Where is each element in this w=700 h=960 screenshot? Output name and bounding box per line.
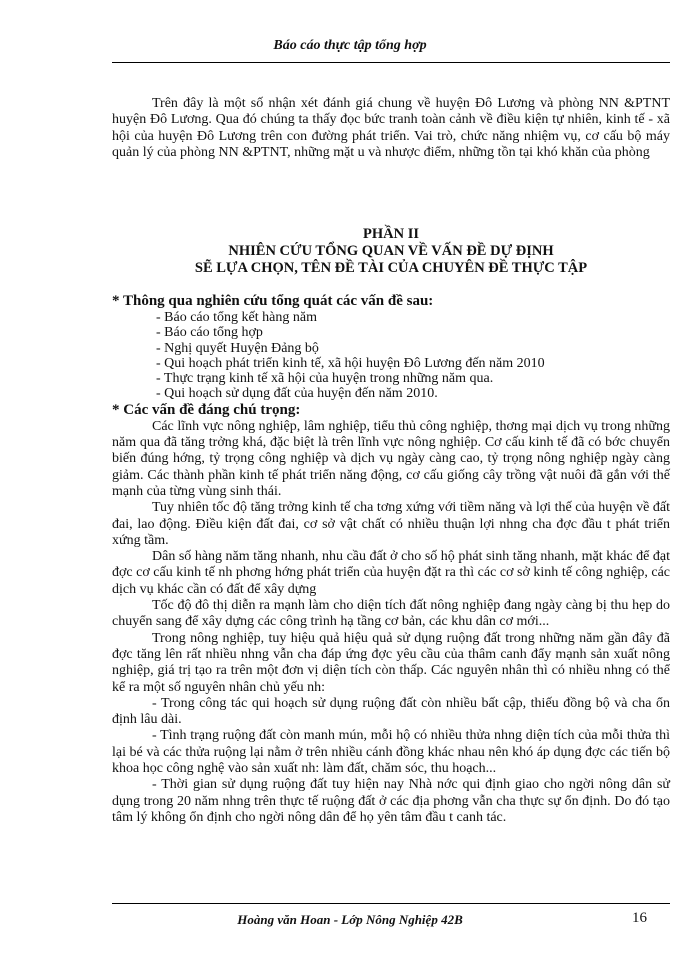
list-item: - Báo cáo tổng kết hàng năm (156, 310, 317, 325)
page-number: 16 (632, 910, 647, 926)
studies-list (112, 310, 670, 402)
issues-paragraph: Trong nông nghiệp, tuy hiệu quả hiệu quả sử dụng ruộng đất trong những năm gần đây đã đợc tăng lên rất nhiều nhng vẫn cha đáp ứng đợc yêu cầu của thâm canh đẩy mạnh sản xuất nông nghiệp, giá trị tạo ra trên một đơn vị diện tích còn thấp. Các nguyên nhân thì có nhiều nhng có thể kể ra một số nguyên nhân chủ yếu nh: (112, 630, 670, 695)
issues-paragraph: - Thời gian sử dụng ruộng đất tuy hiện nay Nhà nớc qui định giao cho ngời nông dân sử dụng trong 20 năm nhng trên thực tế ruộng đất ở các địa phơng vẫn cha thực sự ổn định. Do đó tạo tâm lý không ổn định cho ngời nông dân để họ yên tâm đầu t canh tác. (112, 777, 670, 825)
issues-paragraph: Dân số hàng năm tăng nhanh, nhu cầu đất ở cho số hộ phát sinh tăng nhanh, mặt khác để đạt đợc cơ cấu kinh tế nh phơng hớng phát triển của huyện đặt ra thì các cơ sở kinh tế công nghiệp, các dịch vụ khác cần có đất để xây dựng (112, 549, 670, 597)
footer-author: Hoàng văn Hoan - Lớp Nông Nghiệp 42B (237, 912, 463, 927)
issues-paragraph: Các lĩnh vực nông nghiệp, lâm nghiệp, tiểu thủ công nghiệp, thơng mại dịch vụ trong những năm qua đã tăng trởng khá, đặc biệt là trên lĩnh vực nông nghiệp. Cơ cấu kinh tế đã có bớc chuyển biến đúng hớng, tỷ trọng công nghiệp và dịch vụ ngày càng cao, tỷ trọng nông nghiệp ngày càng giảm. Các thành phần kinh tế phát triển năng động, cơ cấu giống cây trồng vật nuôi đã gắn với thế mạnh của từng vùng sinh thái. (112, 418, 670, 499)
main-content (112, 293, 670, 826)
intro-section (112, 96, 670, 161)
list-item: - Qui hoạch sử dụng đất của huyện đến năm 2010. (156, 386, 438, 402)
issues-paragraph: Tốc độ đô thị diễn ra mạnh làm cho diện tích đất nông nghiệp đang ngày càng bị thu hẹp do chuyển sang để xây dựng các công trình hạ tầng cơ bản, các khu dân cơ mới... (112, 598, 670, 630)
section-part-label: PHẦN II (363, 226, 419, 242)
footer-divider (112, 903, 670, 904)
list-item: - Qui hoạch phát triển kinh tế, xã hội huyện Đô Lương đến năm 2010 (156, 355, 545, 371)
section-title-line-1: NHIÊN CỨU TỔNG QUAN VỀ VẤN ĐỀ DỰ ĐỊNH (228, 243, 554, 259)
studies-heading: * Thông qua nghiên cứu tổng quát các vấn đề sau: (112, 293, 434, 309)
header-title: Báo cáo thực tập tổng hợp (273, 38, 427, 53)
list-item: - Báo cáo tổng hợp (156, 325, 263, 341)
section-heading (112, 226, 670, 277)
list-item: - Nghị quyết Huyện Đảng bộ (156, 340, 319, 356)
header-divider (112, 62, 670, 63)
list-item: - Thực trạng kinh tế xã hội của huyện trong những năm qua. (156, 371, 494, 387)
issues-heading: * Các vấn đề đáng chú trọng: (112, 401, 301, 418)
intro-paragraph: Trên đây là một số nhận xét đánh giá chung về huyện Đô Lương và phòng NN &PTNT huyện Đô Lương. Qua đó chúng ta thấy đọc bức tranh toàn cảnh về điều kiện tự nhiên, kinh tế - xã hội của huyện Đô Lương trên con đường phát triển. Vai trò, chức năng nhiệm vụ, cơ cấu bộ máy quản lý của phòng NN &PTNT, những mặt u và nhược điểm, những tồn tại khó khăn của phòng (112, 96, 670, 160)
section-title-line-2: SẼ LỰA CHỌN, TÊN ĐỀ TÀI CỦA CHUYÊN ĐỀ THỰC TẬP (194, 260, 588, 276)
issues-paragraph: - Trong công tác qui hoạch sử dụng ruộng đất còn nhiều bất cập, thiếu đồng bộ và cha ổn định lâu dài. (112, 695, 670, 728)
issues-paragraph: - Tình trạng ruộng đất còn manh mún, mỗi hộ có nhiều thửa nhng diện tích của mỗi thửa thì lại bé và các thửa ruộng lại nằm ở trên nhiều cánh đồng khác nhau nên khó áp dụng đợc các tiến bộ khoa học công nghệ vào sản xuất nh: làm đất, chăm sóc, thu hoạch... (112, 728, 670, 777)
issues-paragraph: Tuy nhiên tốc độ tăng trởng kinh tế cha tơng xứng với tiềm năng và lợi thế của huyện về đất đai, lao động. Điều kiện đất đai, cơ sở vật chất có nhiều thuận lợi nhng cha đợc đầu t phát triển xứng tầm. (112, 500, 670, 548)
